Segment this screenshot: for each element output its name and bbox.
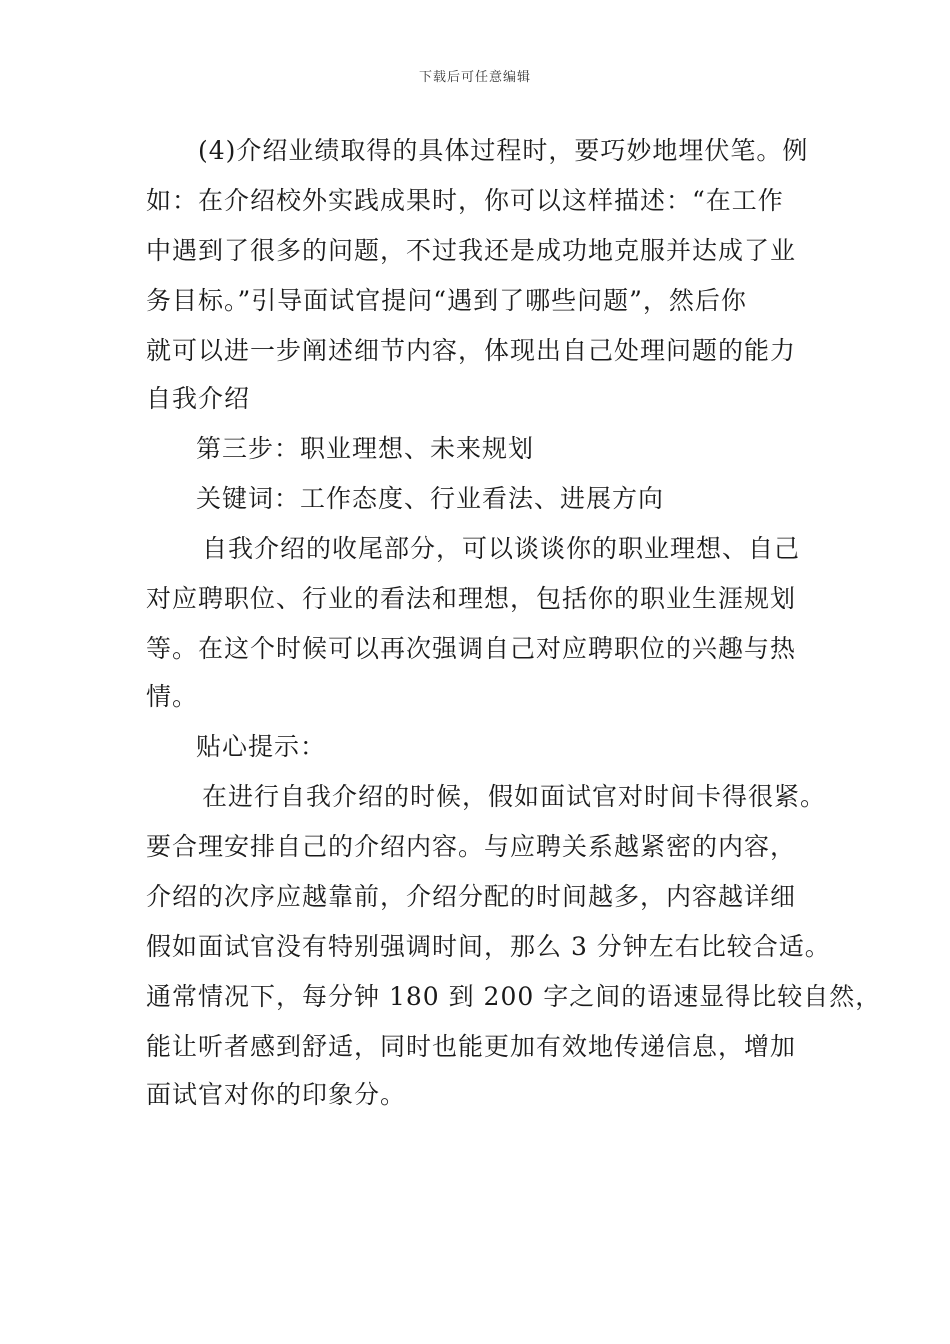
text-line: 务目标。”引导面试官提问“遇到了哪些问题”，然后你 — [146, 286, 747, 315]
text-line: 通常情况下，每分钟 180 到 200 字之间的语速显得比较自然， — [146, 982, 882, 1011]
text-line: 对应聘职位、行业的看法和理想，包括你的职业生涯规划 — [146, 584, 797, 613]
text-line: 自我介绍的收尾部分，可以谈谈你的职业理想、自己 — [202, 534, 801, 563]
text-line: 就可以进一步阐述细节内容，体现出自己处理问题的能力 — [146, 336, 797, 365]
text-line: (4)介绍业绩取得的具体过程时，要巧妙地埋伏笔。例 — [198, 136, 809, 165]
tip-heading: 贴心提示： — [196, 732, 327, 761]
text-line: 自我介绍 — [146, 384, 251, 413]
keywords-line: 关键词：工作态度、行业看法、进展方向 — [196, 484, 665, 513]
text-line: 在进行自我介绍的时候，假如面试官对时间卡得很紧。 — [202, 782, 827, 811]
text-line: 假如面试官没有特别强调时间，那么 3 分钟左右比较合适。 — [146, 932, 831, 961]
text-line: 中遇到了很多的问题，不过我还是成功地克服并达成了业 — [146, 236, 797, 265]
text-line: 面试官对你的印象分。 — [146, 1080, 407, 1109]
section-heading: 第三步：职业理想、未来规划 — [196, 434, 535, 463]
text-line: 等。在这个时候可以再次强调自己对应聘职位的兴趣与热 — [146, 634, 797, 663]
page-header: 下载后可任意编辑 — [418, 70, 531, 85]
text-line: 要合理安排自己的介绍内容。与应聘关系越紧密的内容， — [146, 832, 797, 861]
text-line: 如：在介绍校外实践成果时，你可以这样描述：“在工作 — [146, 186, 784, 215]
text-line: 能让听者感到舒适，同时也能更加有效地传递信息，增加 — [146, 1032, 797, 1061]
text-line: 情。 — [146, 682, 199, 711]
text-line: 介绍的次序应越靠前，介绍分配的时间越多，内容越详细 — [146, 882, 797, 911]
